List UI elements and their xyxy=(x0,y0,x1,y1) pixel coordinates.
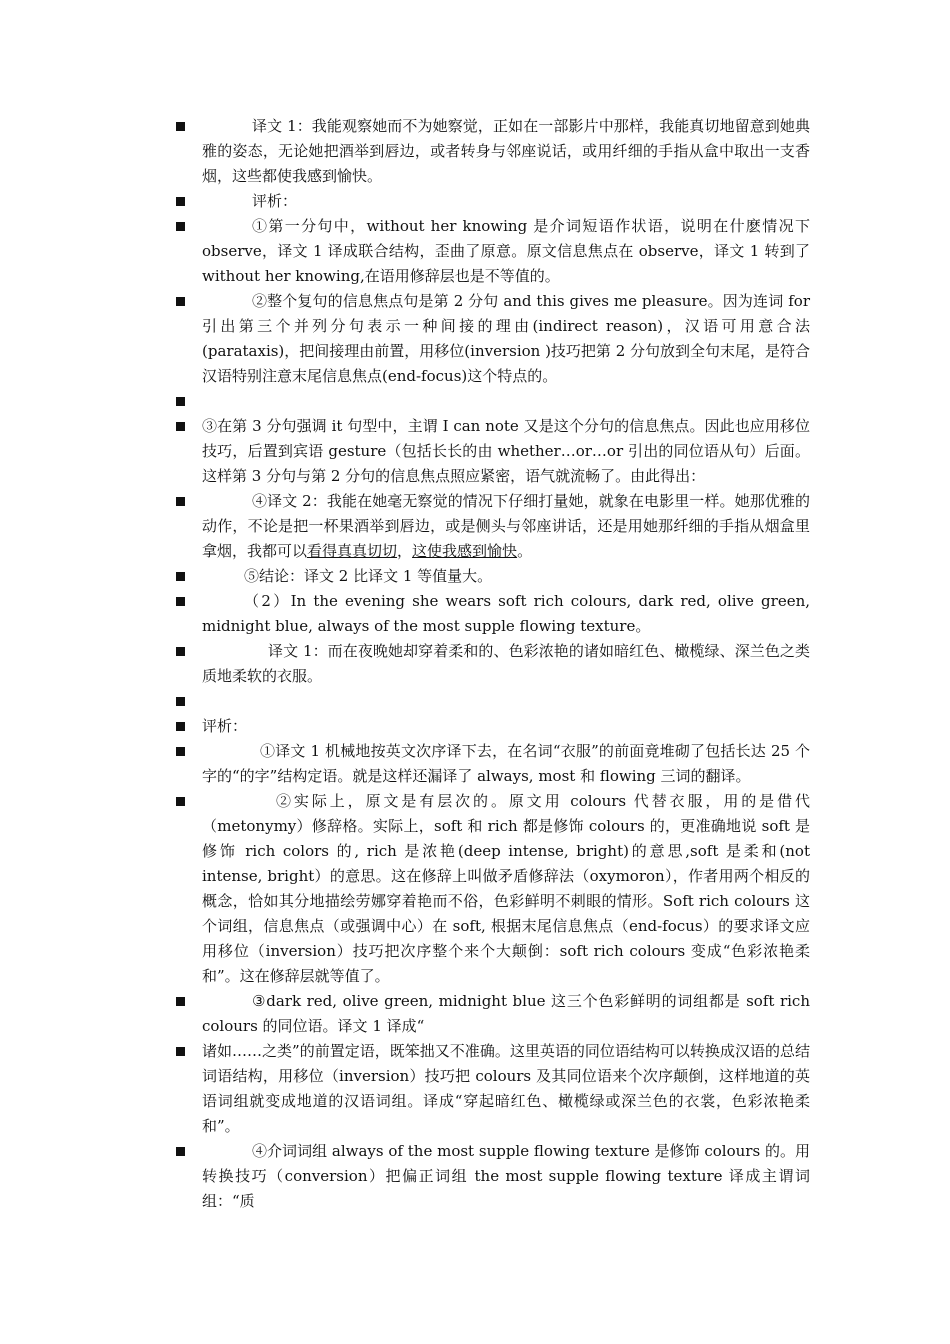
square-bullet-icon xyxy=(176,422,185,431)
list-item xyxy=(0,589,810,639)
square-bullet-icon xyxy=(176,597,185,606)
paragraph-text xyxy=(202,989,810,1039)
paragraph-text xyxy=(202,589,810,639)
square-bullet-icon xyxy=(176,497,185,506)
square-bullet-icon xyxy=(176,397,185,406)
list-item xyxy=(0,214,810,289)
square-bullet-icon xyxy=(176,197,185,206)
square-bullet-icon xyxy=(176,1047,185,1056)
paragraph-text xyxy=(202,789,810,989)
list-item xyxy=(0,289,810,389)
list-item xyxy=(0,989,810,1039)
paragraph-body: （2）In the evening she wears soft rich colours, dark red, olive green, midnight blue, always of the most supple flowing texture。 xyxy=(202,592,810,635)
square-bullet-icon xyxy=(176,122,185,131)
square-bullet-icon xyxy=(176,997,185,1006)
paragraph-body: ①第一分句中，without her knowing 是介词短语作状语，说明在什麽情况下 observe，译文 1 译成联合结构，歪曲了原意。原文信息焦点在 observe，译文 1 转到了 without her knowing,在语用修辞层也是不等值的。 xyxy=(202,217,810,285)
list-item xyxy=(0,564,810,589)
punctuation: ， xyxy=(397,542,413,560)
paragraph-body: 译文 1：我能观察她而不为她察觉，正如在一部影片中那样，我能真切地留意到她典雅的姿态，无论她把酒举到唇边，或者转身与邻座说话，或用纤细的手指从盒中取出一支香烟，这些都使我感到愉快。 xyxy=(202,117,810,185)
list-item xyxy=(0,414,810,489)
paragraph-text xyxy=(202,114,810,189)
square-bullet-icon xyxy=(176,572,185,581)
square-bullet-icon xyxy=(176,297,185,306)
paragraph-text xyxy=(202,739,810,789)
list-item xyxy=(0,639,810,689)
square-bullet-icon xyxy=(176,1147,185,1156)
square-bullet-icon xyxy=(176,797,185,806)
paragraph-body: 译文 1：而在夜晚她却穿着柔和的、色彩浓艳的诸如暗红色、橄榄绿、深兰色之类质地柔软的衣服。 xyxy=(202,642,810,685)
list-item xyxy=(0,489,810,564)
list-item xyxy=(0,114,810,189)
square-bullet-icon xyxy=(176,697,185,706)
paragraph-body: ②整个复句的信息焦点句是第 2 分句 and this gives me pleasure。因为连词 for 引出第三个并列分句表示一种间接的理由(indirect reason)，汉语可用意合法(parataxis)，把间接理由前置，用移位(inversion )技巧把第 2 分句放到全句末尾，是符合汉语特别注意末尾信息焦点(end-focus)这个特点的。 xyxy=(202,292,811,385)
document-page xyxy=(0,114,950,1214)
list-item xyxy=(0,789,810,989)
paragraph-body: ③dark red, olive green, midnight blue 这三个色彩鲜明的词组都是 soft rich colours 的同位语。译文 1 译成“ xyxy=(202,992,810,1035)
paragraph-text xyxy=(202,714,810,739)
list-item xyxy=(0,389,810,414)
list-item xyxy=(0,189,810,214)
paragraph-text xyxy=(202,639,810,689)
paragraph-text xyxy=(202,1039,810,1139)
paragraph-body: ④译文 2：我能在她毫无察觉的情况下仔细打量她，就象在电影里一样。她那优雅的动作，不论是把一杯果酒举到唇边，或是侧头与邻座讲话，还是用她那纤细的手指从烟盒里拿烟，我都可以 xyxy=(202,492,810,560)
list-item xyxy=(0,739,810,789)
square-bullet-icon xyxy=(176,222,185,231)
list-item xyxy=(0,714,810,739)
list-item xyxy=(0,1139,810,1214)
paragraph-body: ①译文 1 机械地按英文次序译下去，在名词“衣服”的前面竟堆砌了包括长达 25 个字的“的字”结构定语。就是这样还漏译了 always, most 和 flowing 三词的翻译。 xyxy=(202,742,810,785)
paragraph-body: ⑤结论：译文 2 比译文 1 等值量大。 xyxy=(244,567,493,585)
square-bullet-icon xyxy=(176,722,185,731)
square-bullet-icon xyxy=(176,647,185,656)
paragraph-text xyxy=(202,389,810,414)
underlined-phrase: 这使我感到愉快 xyxy=(412,542,518,560)
paragraph-body: ②实际上，原文是有层次的。原文用 colours 代替衣服，用的是借代（metonymy）修辞格。实际上，soft 和 rich 都是修饰 colours 的，更准确地说 soft 是修饰 rich colors 的, rich 是浓艳(deep intense, bright)的意思,soft 是柔和(not intense, bright）的意思。这在修辞上叫做矛盾修辞法（oxymoron），作者用两个相反的概念，恰如其分地描绘劳娜穿着艳而不俗，色彩鲜明不刺眼的情形。Soft rich colours 这个词组，信息焦点（或强调中心）在 soft, 根据末尾信息焦点（end-focus）的要求译文应用移位（inversion）技巧把次序整个来个大颠倒：soft rich colours 变成“色彩浓艳柔和”。这在修辞层就等值了。 xyxy=(202,792,810,985)
paragraph-text xyxy=(202,189,810,214)
paragraph-text xyxy=(202,289,810,389)
paragraph-body: ③在第 3 分句强调 it 句型中，主谓 I can note 又是这个分句的信息焦点。因此也应用移位技巧，后置到宾语 gesture（包括长长的由 whether…or…or 引出的同位语从句）后面。这样第 3 分句与第 2 分句的信息焦点照应紧密，语气就流畅了。由此得出： xyxy=(202,417,810,485)
paragraph-text xyxy=(202,1139,810,1214)
paragraph-text xyxy=(202,414,810,489)
punctuation: 。 xyxy=(517,542,533,560)
paragraph-body: 评析： xyxy=(252,192,298,210)
paragraph-text xyxy=(202,489,810,564)
paragraph-body: 评析： xyxy=(202,717,248,735)
paragraph-text xyxy=(202,689,810,714)
paragraph-text xyxy=(202,214,810,289)
list-item xyxy=(0,1039,810,1139)
paragraph-text xyxy=(202,564,810,589)
paragraph-body: ④介词词组 always of the most supple flowing texture 是修饰 colours 的。用转换技巧（conversion）把偏正词组 the most supple flowing texture 译成主谓词组：“质 xyxy=(202,1142,810,1210)
list-item xyxy=(0,689,810,714)
square-bullet-icon xyxy=(176,747,185,756)
paragraph-body: 诸如……之类”的前置定语，既笨拙又不准确。这里英语的同位语结构可以转换成汉语的总结词语结构，用移位（inversion）技巧把 colours 及其同位语来个次序颠倒，这样地道的英语词组就变成地道的汉语词组。译成“穿起暗红色、橄榄绿或深兰色的衣裳，色彩浓艳柔和”。 xyxy=(202,1042,810,1135)
underlined-phrase: 看得真真切切 xyxy=(307,542,398,560)
